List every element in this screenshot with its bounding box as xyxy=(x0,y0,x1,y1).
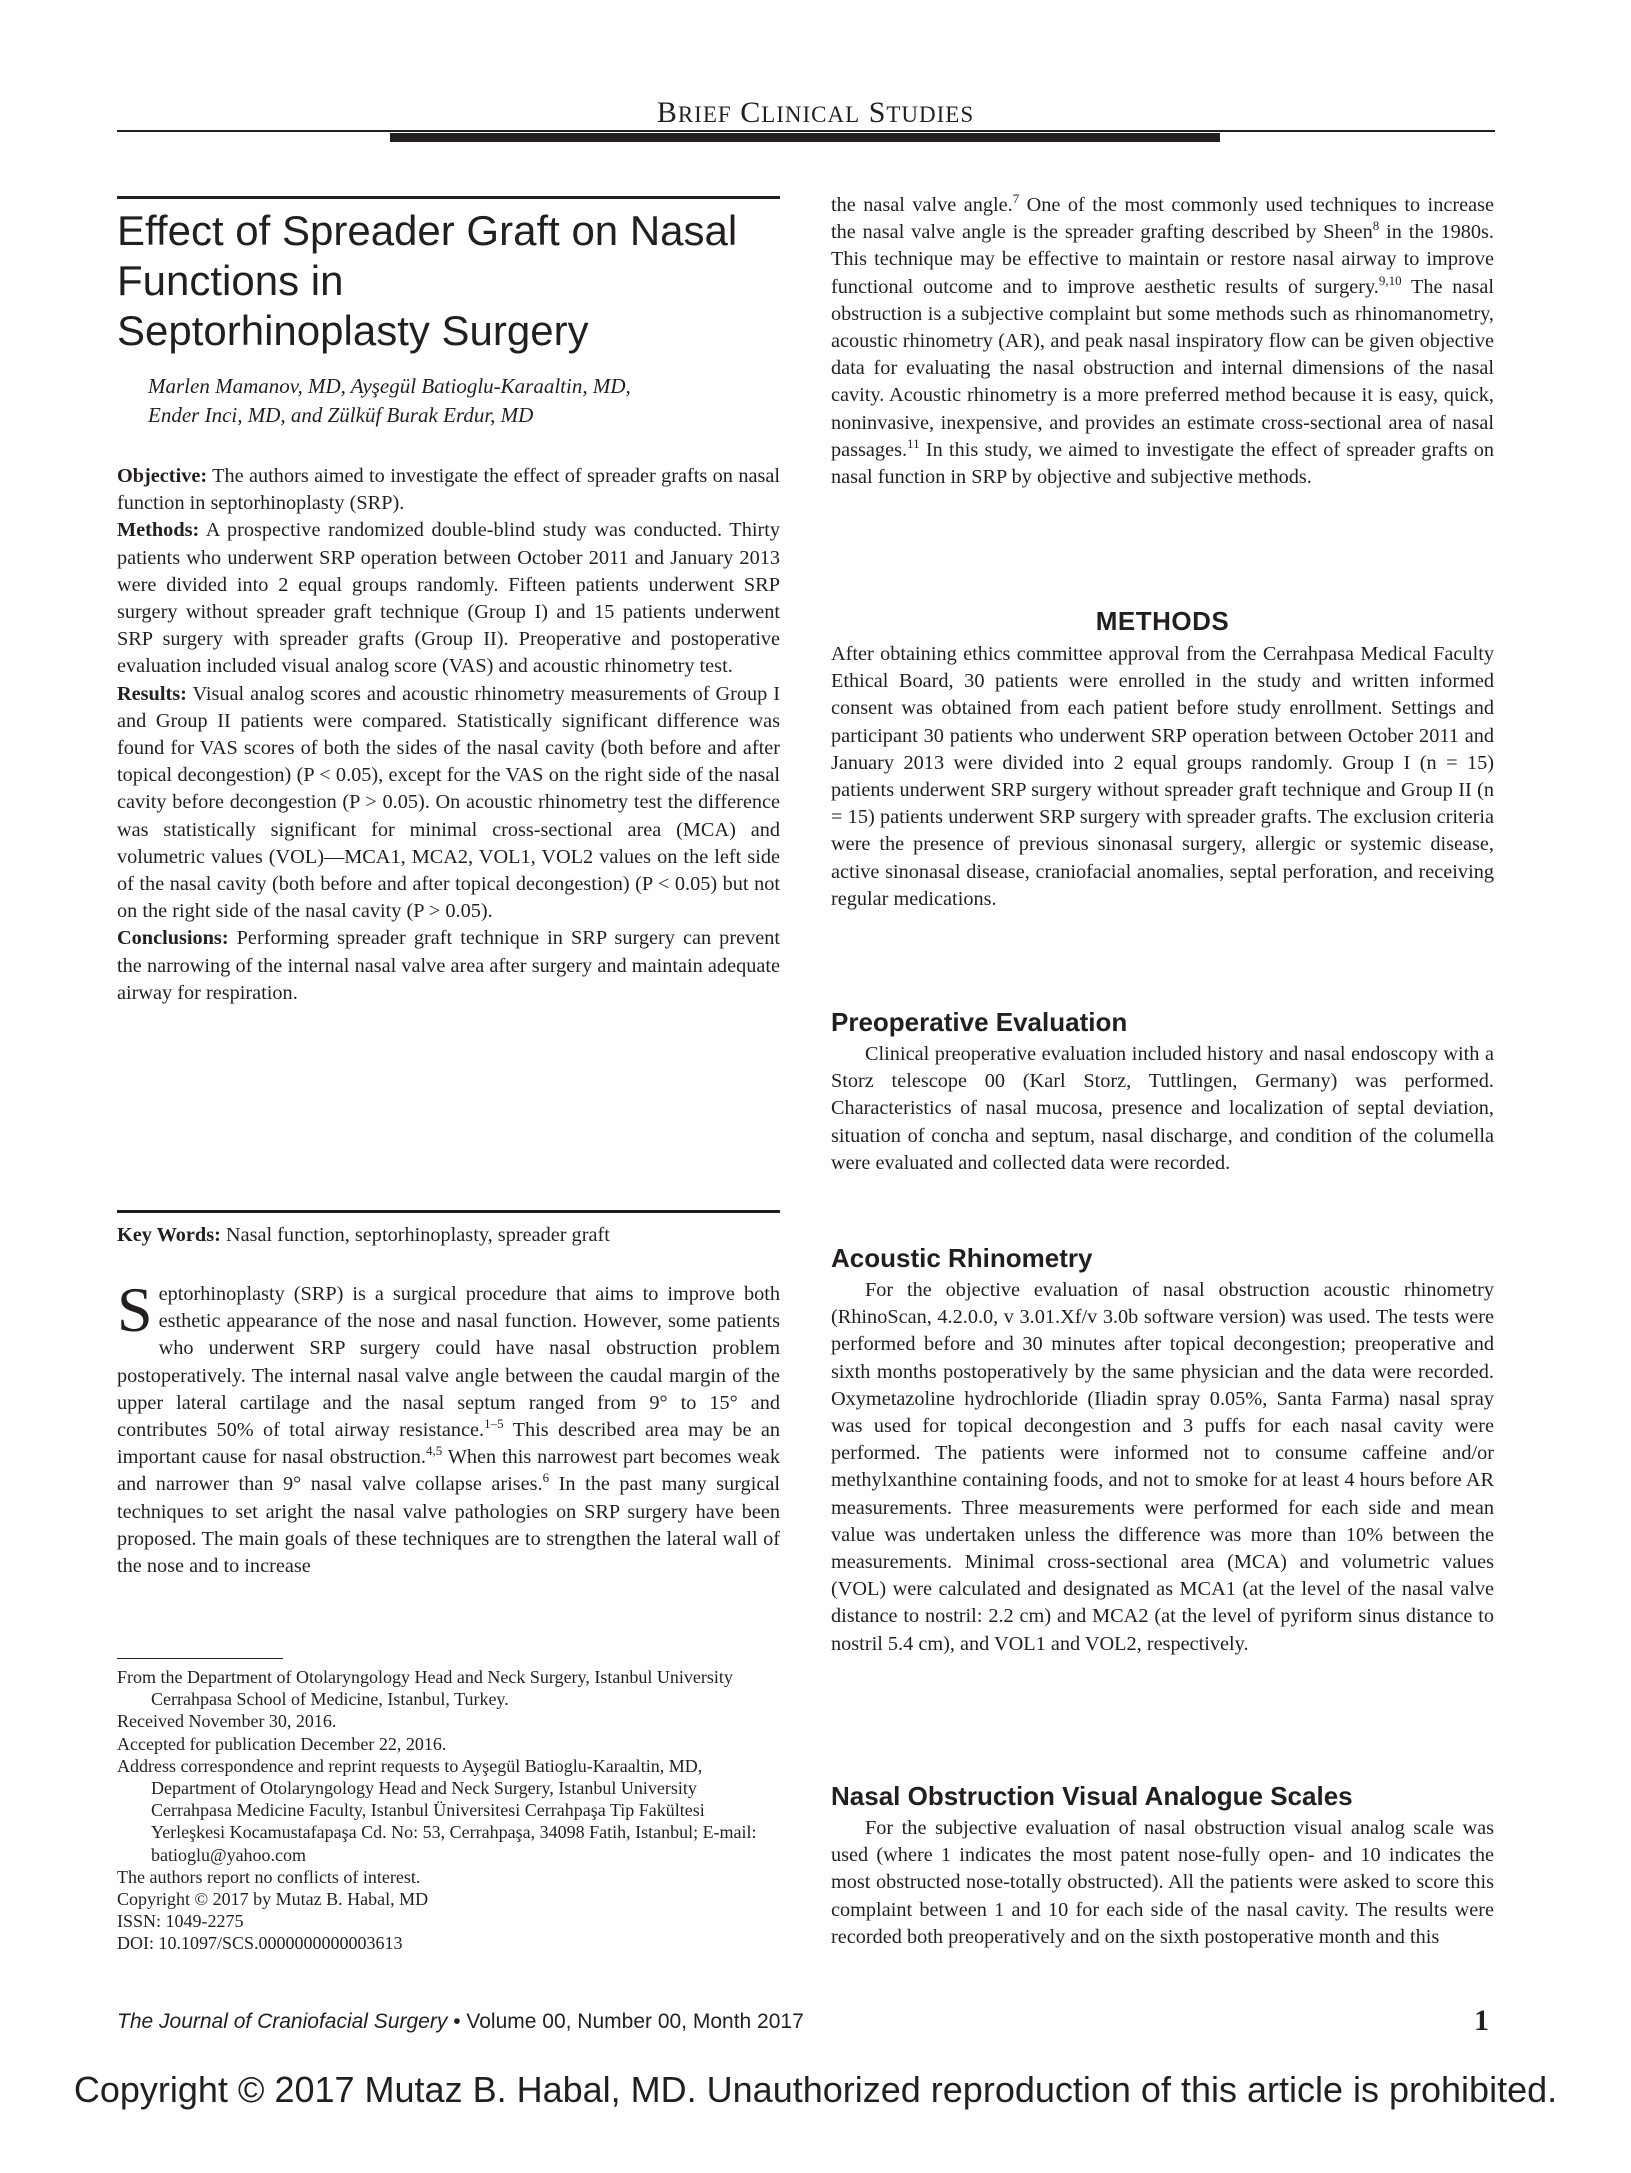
methods-label: Methods: xyxy=(117,519,200,542)
conclusions-text: Performing spreader graft technique in SRP surgery can prevent the narrowing of the internal nasal valve area after surgery and maintain adequate airway for respiration. xyxy=(117,927,780,1004)
keywords-rule xyxy=(117,1210,780,1213)
article-title xyxy=(117,206,797,356)
preop-section xyxy=(831,1041,1494,1177)
section-header-cap-3: S xyxy=(868,96,887,129)
methods-heading: METHODS xyxy=(1095,606,1230,636)
acoustic-heading: Acoustic Rhinometry xyxy=(831,1243,1093,1273)
preop-heading: Preoperative Evaluation xyxy=(831,1007,1128,1037)
intro-text-c: When this narrowest part becomes weak and narrower than 9° nasal valve collapse arises. xyxy=(117,1446,780,1496)
conflicts: The authors report no conflicts of interest. xyxy=(117,1866,421,1887)
intro-right-a: the nasal valve angle. xyxy=(831,194,1013,216)
title-line-3: Septorhinoplasty Surgery xyxy=(117,307,589,354)
section-header-cap-1: B xyxy=(656,96,678,129)
footnote-rule xyxy=(117,1658,283,1659)
authors-line-1: Marlen Mamanov, MD, Ayşegül Batioglu-Karaaltin, MD, xyxy=(148,374,631,398)
issue-info: Volume 00, Number 00, Month 2017 xyxy=(466,2010,804,2033)
title-top-rule xyxy=(117,196,780,199)
introduction-left xyxy=(117,1274,780,1580)
affiliation-footnote xyxy=(117,1666,780,1955)
methods-section xyxy=(831,641,1494,913)
intro-right-e: In this study, we aimed to investigate the effect of spreader grafts on nasal function in SRP by objective and subjective methods. xyxy=(831,438,1494,489)
intro-text-b: This described area may be an important cause for nasal obstruction. xyxy=(117,1419,780,1469)
abstract-conclusions xyxy=(117,925,780,1007)
intro-paragraph xyxy=(117,1274,780,1580)
intro-text-a: eptorhinoplasty (SRP) is a surgical procedure that aims to improve both esthetic appearance of the nose and nasal function. However, some patients who underwent SRP surgery could have nasal obstruction problem postoperatively. The internal nasal valve angle between the caudal margin of the upper lateral cartilage and the nasal septum ranged from 9° to 15° and contributes 50% of total airway resistance. xyxy=(117,1283,780,1442)
copyright-banner: Copyright © 2017 Mutaz B. Habal, MD. Unauthorized reproduction of this article is prohibited. xyxy=(73,2069,1558,2110)
accepted-date: Accepted for publication December 22, 2016. xyxy=(117,1733,447,1754)
title-line-2: Functions in xyxy=(117,257,344,304)
abstract xyxy=(117,463,780,1007)
abstract-objective xyxy=(117,463,780,517)
intro-right-d: The nasal obstruction is a subjective complaint but some methods such as rhinomanometry, acoustic rhinometry (AR), and peak nasal inspiratory flow can be given objective data for evaluating the nasal obstruction and internal dimensions of the nasal cavity. Acoustic rhinometry is a more preferred method because it is easy, quick, noninvasive, inexpensive, and provides an estimate cross-sectional area of nasal passages. xyxy=(831,275,1494,461)
methods-paragraph: After obtaining ethics committee approval from the Cerrahpasa Medical Faculty Ethical Board, 30 patients were enrolled in the study and written informed consent was obtained from each patient before study enrollment. Settings and participant 30 patients who underwent SRP operation between October 2011 and January 2013 were divided into 2 equal groups randomly. Group I (n = 15) patients underwent SRP surgery without spreader graft technique and Group II (n = 15) patients underwent SRP surgery with spreader grafts. The exclusion criteria were the presence of previous sinonasal surgery, allergic or systemic disease, active sinonasal disease, craniofacial anomalies, septal perforation, and receiving regular medications. xyxy=(831,643,1494,910)
acoustic-paragraph: For the objective evaluation of nasal obstruction acoustic rhinometry (RhinoScan, 4.2.0.0, v 3.01.Xf/v 3.0b software version) was used. The tests were performed before and 30 minutes after topical decongestion; preoperative and sixth months postoperatively by the same physician and the data were recorded. Oxymetazoline hydrochloride (Iliadin spray 0.05%, Santa Farma) nasal spray was used for topical decongestion and 3 puffs for each nasal cavity were performed. The patients were informed not to consume caffeine and/or methylxanthine containing foods, and not to smoke for at least 4 hours before AR measurements. Three measurements were performed for each side and mean value was undertaken unless the difference was more than 10% between the measurements. Minimal cross-sectional area (MCA) and volumetric values (VOL) were calculated and designated as MCA1 (at the level of the nasal valve distance to nostril: 2.2 cm) and MCA2 (at the level of pyriform sinus distance to nostril 5.4 cm), and VOL1 and VOL2, respectively. xyxy=(831,1279,1494,1655)
intro-continuation xyxy=(831,192,1494,491)
vas-heading-wrap xyxy=(831,1781,1494,1812)
vas-paragraph: For the subjective evaluation of nasal obstruction visual analog scale was used (where 1 indicates the most patent nose-fully open- and 10 indicates the most obstructed nose-totally obstructed). All the patients were asked to score this complaint between 1 and 10 for each side of the nasal cavity. The results were recorded both preoperatively and on the sixth postoperative month and this xyxy=(831,1817,1494,1948)
results-label: Results: xyxy=(117,682,187,705)
vas-heading: Nasal Obstruction Visual Analogue Scales xyxy=(831,1781,1353,1811)
footer-journal-line xyxy=(117,2010,804,2034)
page-number: 1 xyxy=(1474,2004,1489,2037)
correspondence: Address correspondence and reprint requests to Ayşegül Batioglu-Karaaltin, MD, Department of Otolaryngology Head and Neck Surgery, Istanbul University Cerrahpasa Medicine Faculty, Istanbul Üniversitesi Cerrahpaşa Tip Fakültesi Yerleşkesi Kocamustafapaşa Cd. No: 53, Cerrahpaşa, 34098 Fatih, Istanbul; E-mail: batioglu@yahoo.com xyxy=(117,1755,757,1865)
objective-text: The authors aimed to investigate the effect of spreader grafts on nasal function in septorhinoplasty (SRP). xyxy=(117,465,780,515)
drop-cap: S xyxy=(117,1274,153,1345)
header-rule-thick xyxy=(390,133,1220,142)
citation: 7 xyxy=(1012,191,1020,207)
issn: ISSN: 1049-2275 xyxy=(117,1911,244,1932)
citation: 6 xyxy=(542,1470,550,1486)
abstract-results xyxy=(117,681,780,926)
methods-text: A prospective randomized double-blind study was conducted. Thirty patients who underwent SRP operation between October 2011 and January 2013 were divided into 2 equal groups randomly. Fifteen patients underwent SRP surgery without spreader graft technique (Group I) and 15 patients underwent SRP surgery with spreader grafts (Group II). Preoperative and postoperative evaluation included visual analog score (VAS) and acoustic rhinometry test. xyxy=(117,519,780,678)
results-text: Visual analog scores and acoustic rhinometry measurements of Group I and Group II patients were compared. Statistically significant difference was found for VAS scores of both the sides of the nasal cavity (both before and after topical decongestion) (P < 0.05), except for the VAS on the right side of the nasal cavity before decongestion (P > 0.05). On acoustic rhinometry test the difference was statistically significant for minimal cross-sectional area (MCA) and volumetric values (VOL)—MCA1, MCA2, VOL1, VOL2 values on the left side of the nasal cavity (both before and after topical decongestion) (P < 0.05) but not on the right side of the nasal cavity (P > 0.05). xyxy=(117,682,780,923)
intro-right-b: One of the most commonly used techniques to increase the nasal valve angle is the spreader grafting described by Sheen xyxy=(831,194,1494,244)
running-section-header xyxy=(0,96,1631,130)
introduction-right xyxy=(831,192,1494,491)
intro-right-c: in the 1980s. This technique may be effective to maintain or restore nasal airway to improve functional outcome and to improve aesthetic results of surgery. xyxy=(831,221,1494,298)
methods-heading-wrap xyxy=(831,606,1494,637)
author-list xyxy=(148,372,788,430)
acoustic-section xyxy=(831,1277,1494,1658)
keywords-label: Key Words: xyxy=(117,1224,221,1246)
header-rule-thin xyxy=(117,130,1495,132)
received-date: Received November 30, 2016. xyxy=(117,1711,337,1732)
acoustic-heading-wrap xyxy=(831,1243,1494,1274)
section-header-rest-3: TUDIES xyxy=(886,102,975,127)
section-header-rest-2: LINICAL xyxy=(761,102,861,127)
intro-text-d: In the past many surgical techniques to set aright the nasal valve pathologies on SRP surgery have been proposed. The main goals of these techniques are to strengthen the lateral wall of the nose and to increase xyxy=(117,1473,780,1578)
doi: DOI: 10.1097/SCS.0000000000003613 xyxy=(117,1933,403,1954)
preop-paragraph: Clinical preoperative evaluation included history and nasal endoscopy with a Storz telescope 00 (Karl Storz, Tuttlingen, Germany) was performed. Characteristics of nasal mucosa, presence and localization of septal deviation, situation of concha and septum, nasal discharge, and condition of the columella were evaluated and collected data were recorded. xyxy=(831,1043,1494,1174)
abstract-methods xyxy=(117,517,780,680)
citation: 8 xyxy=(1372,218,1380,234)
section-header-cap-2: C xyxy=(740,96,762,129)
vas-section xyxy=(831,1815,1494,1951)
citation: 1–5 xyxy=(484,1416,504,1432)
copyright-note: Copyright © 2017 by Mutaz B. Habal, MD xyxy=(117,1889,429,1910)
section-header-rest-1: RIEF xyxy=(677,102,732,127)
citation: 11 xyxy=(907,436,920,452)
footer-bullet: • xyxy=(453,2010,461,2033)
authors-line-2: Ender Inci, MD, and Zülküf Burak Erdur, MD xyxy=(148,403,534,427)
citation: 9,10 xyxy=(1378,272,1402,288)
affiliation-line: From the Department of Otolaryngology Head and Neck Surgery, Istanbul University Cerrahpasa School of Medicine, Istanbul, Turkey. xyxy=(117,1667,733,1710)
preop-heading-wrap xyxy=(831,1007,1494,1038)
citation: 4,5 xyxy=(425,1443,443,1459)
objective-label: Objective: xyxy=(117,465,208,487)
keywords xyxy=(117,1222,780,1249)
title-line-1: Effect of Spreader Graft on Nasal xyxy=(117,207,738,254)
conclusions-label: Conclusions: xyxy=(117,927,229,950)
journal-name: The Journal of Craniofacial Surgery xyxy=(117,2010,448,2033)
keywords-text: Nasal function, septorhinoplasty, spreader graft xyxy=(220,1224,610,1246)
